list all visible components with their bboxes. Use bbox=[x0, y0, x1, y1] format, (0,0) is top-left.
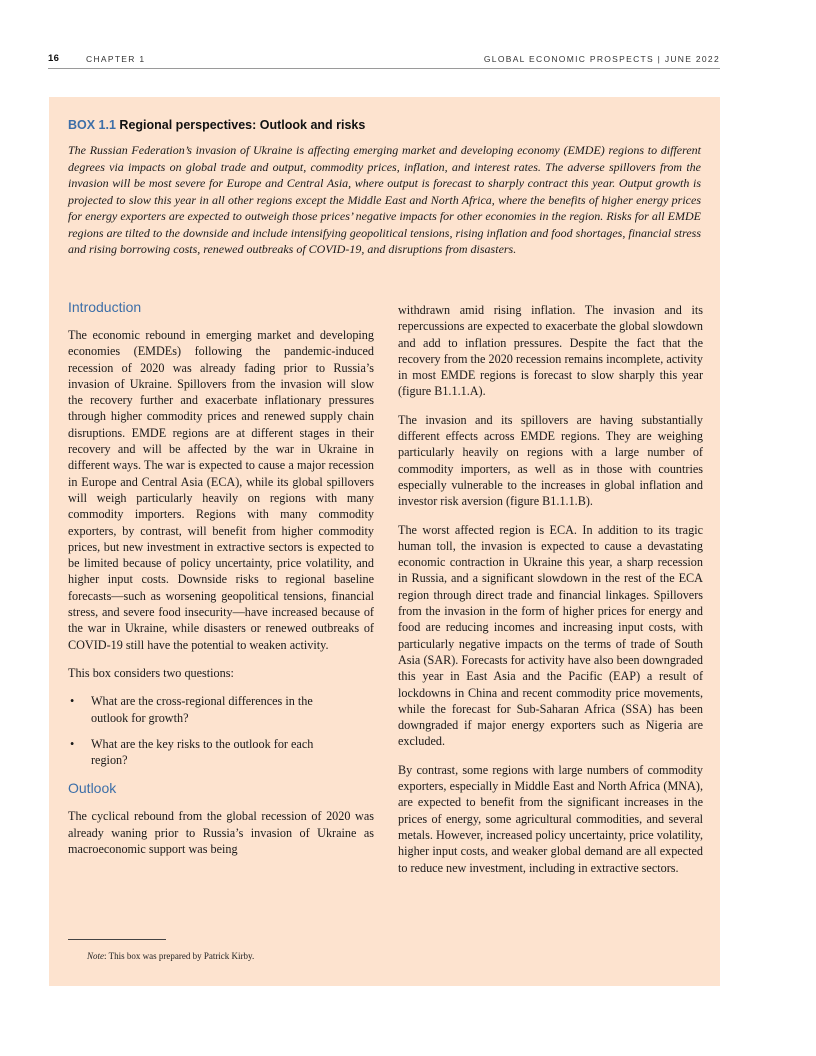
body-paragraph: The worst affected region is ECA. In addition to its tragic human toll, the invasion is expected to cause a devastating economic contraction in Ukraine this year, a sharp recession in Russia, and a significant slowdown in the rest of the ECA region through direct trade and financial linkages. Spillovers from the invasion in the form of higher prices for energy and food are reducing incomes and increasing input costs, with particularly negative impacts on the terms of trade of South Asia (SAR). Forecasts for activity have also been downgraded this year in East Asia and the Pacific (EAP) a result of lockdowns in China and recent commodity price movements, while the forecast for Sub-Saharan Africa (SSA) has been downgraded if major energy exporters such as Nigeria are excluded. bbox=[398, 522, 703, 749]
question-text: What are the cross-regional differences in the outlook for growth? bbox=[91, 694, 313, 725]
page-number: 16 bbox=[48, 53, 60, 64]
body-paragraph: By contrast, some regions with large numbers of commodity exporters, especially in Middle East and North Africa (MNA), are expected to benefit from the significant increases in the prices of energy, some agricultural commodities, and several metals. However, increased policy uncertainty, price volatility, higher input costs, and weaker global demand are all expected to reduce new investment, including in extractive sectors. bbox=[398, 762, 703, 875]
list-item bbox=[68, 693, 374, 726]
outlook-heading: Outlook bbox=[68, 780, 117, 797]
footnote-label: Note bbox=[87, 951, 104, 961]
list-item bbox=[68, 736, 374, 769]
box-title-text: Regional perspectives: Outlook and risks bbox=[119, 118, 366, 132]
bullet-marker: • bbox=[70, 694, 75, 709]
body-paragraph: The invasion and its spillovers are having substantially different effects across EMDE regions. They are weighing particularly heavily on regions with a large number of commodity importers, as well as in those with countries especially vulnerable to the increases in global inflation and investor risk aversion (figure B1.1.1.B). bbox=[398, 412, 703, 509]
page-header bbox=[48, 52, 720, 69]
box-summary: The Russian Federation’s invasion of Ukraine is affecting emerging market and developing economy (EMDE) regions to different degrees via impacts on global trade and output, commodity prices, inflation, and interest rates. The adverse spillovers from the invasion will be most severe for Europe and Central Asia, where output is forecast to sharply contract this year. Output growth is projected to slow this year in all other regions except the Middle East and North Africa, where the benefits of higher energy prices for energy exporters are expected to outweigh those prices’ negative impacts for other economies in the region. Risks for all EMDE regions are tilted to the downside and include intensifying geopolitical tensions, rising inflation and food shortages, financial stress and rising borrowing costs, renewed outbreaks of COVID-19, and disruptions from disasters. bbox=[68, 143, 701, 256]
right-column bbox=[398, 302, 703, 888]
outlook-paragraph: The cyclical rebound from the global recession of 2020 was already waning prior to Russia’s invasion of Ukraine as macroeconomic support was being bbox=[68, 809, 374, 857]
questions-list bbox=[68, 693, 374, 768]
left-column bbox=[68, 299, 374, 869]
publication-title: GLOBAL ECONOMIC PROSPECTS | JUNE 2022 bbox=[483, 54, 720, 64]
body-paragraph: withdrawn amid rising inflation. The invasion and its repercussions are expected to exacerbate the global slowdown and add to inflation pressures. Despite the fact that the recovery from the 2020 recession remains incomplete, activity in most EMDE regions is forecast to slow sharply this year (figure B1.1.1.A). bbox=[398, 303, 703, 399]
introduction-heading: Introduction bbox=[68, 299, 142, 315]
box-panel bbox=[49, 97, 720, 986]
footnote-text: : This box was prepared by Patrick Kirby. bbox=[104, 951, 255, 961]
box-label: BOX 1.1 bbox=[68, 118, 116, 132]
box-title bbox=[68, 118, 708, 132]
footnote-divider bbox=[68, 939, 166, 940]
bullet-marker: • bbox=[70, 736, 75, 751]
introduction-paragraph: The economic rebound in emerging market and developing economies (EMDEs) following the pandemic-induced recession of 2020 was already fading prior to Russia’s invasion of Ukraine. Spillovers from the invasion will slow the recovery further and exacerbate inflationary pressures through higher commodity prices and renewed supply chain disruptions. EMDE regions are at different stages in their recovery and will be affected by the war in Ukraine in different ways. The war is expected to cause a major recession in Europe and Central Asia (ECA), while its global spillovers will weigh particularly heavily on regions with many commodity importers. Regions with many commodity exporters, by contrast, will benefit from higher commodity prices, but new investment in extractive sectors is expected to be limited because of policy uncertainty, price volatility, and higher input costs. Downside risks to regional baseline forecasts—such as worsening geopolitical tensions, financial stress, and severe food insecurity—have increased because of the war in Ukraine, while disasters or renewed outbreaks of COVID-19 still have the potential to weaken activity. bbox=[68, 328, 374, 652]
footnote bbox=[87, 951, 254, 961]
questions-intro: This box considers two questions: bbox=[68, 665, 234, 680]
question-text: What are the key risks to the outlook for each region? bbox=[91, 736, 314, 768]
chapter-label: CHAPTER 1 bbox=[86, 54, 146, 64]
